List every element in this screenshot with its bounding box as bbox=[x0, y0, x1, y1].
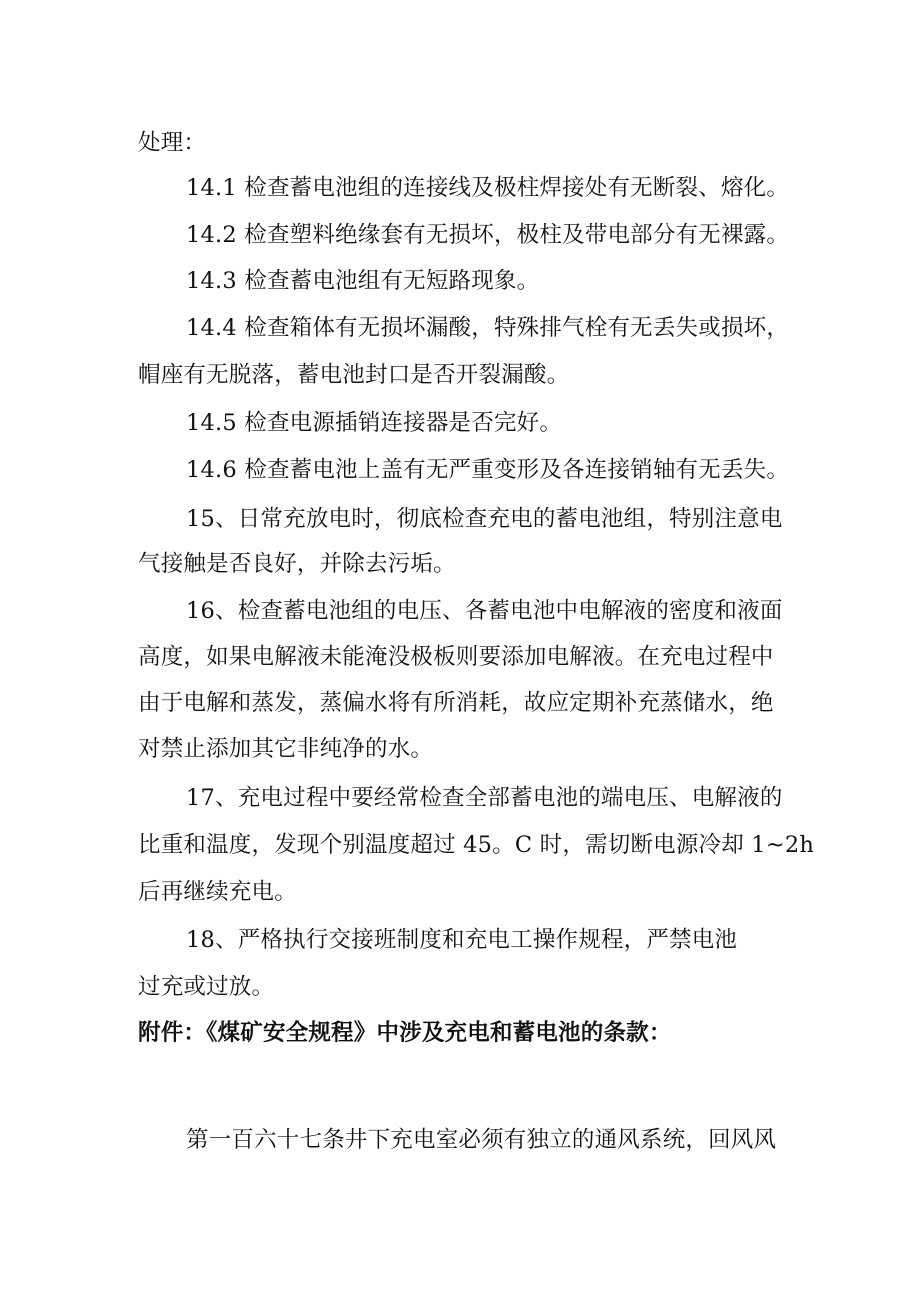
appendix-heading: 附件：《煤矿安全规程》中涉及充电和蓄电池的条款： bbox=[138, 1020, 672, 1046]
body-line: 16、检查蓄电池组的电压、各蓄电池中电解液的密度和液面 bbox=[186, 598, 783, 624]
body-line: 14.2 检查塑料绝缘套有无损坏，极柱及带电部分有无裸露。 bbox=[186, 222, 790, 248]
body-line: 14.6 检查蓄电池上盖有无严重变形及各连接销轴有无丢失。 bbox=[186, 457, 790, 483]
body-line: 14.4 检查箱体有无损坏漏酸，特殊排气栓有无丢失或损坏， bbox=[186, 315, 790, 341]
body-line: 15、日常充放电时，彻底检查充电的蓄电池组，特别注意电 bbox=[186, 506, 783, 532]
body-line: 过充或过放。 bbox=[138, 974, 275, 1000]
body-line: 比重和温度，发现个别温度超过 45。C 时，需切断电源冷却 1~2h bbox=[138, 832, 815, 858]
body-line: 18、严格执行交接班制度和充电工操作规程，严禁电池 bbox=[186, 927, 738, 953]
body-line: 高度，如果电解液未能淹没极板则要添加电解液。在充电过程中 bbox=[138, 644, 774, 670]
body-line: 17、充电过程中要经常检查全部蓄电池的端电压、电解液的 bbox=[186, 785, 783, 811]
body-line: 帽座有无脱落，蓄电池封口是否开裂漏酸。 bbox=[138, 362, 570, 388]
article-line: 第一百六十七条井下充电室必须有独立的通风系统，回风风 bbox=[186, 1127, 777, 1153]
body-line: 14.3 检查蓄电池组有无短路现象。 bbox=[186, 268, 540, 294]
body-line: 14.1 检查蓄电池组的连接线及极柱焊接处有无断裂、熔化。 bbox=[186, 175, 790, 201]
body-line: 14.5 检查电源插销连接器是否完好。 bbox=[186, 410, 563, 436]
body-line: 由于电解和蒸发，蒸偏水将有所消耗，故应定期补充蒸储水，绝 bbox=[138, 690, 774, 716]
body-line: 气接触是否良好，并除去污垢。 bbox=[138, 551, 456, 577]
body-line: 处理： bbox=[138, 130, 207, 156]
body-line: 后再继续充电。 bbox=[138, 879, 297, 905]
body-line: 对禁止添加其它非纯净的水。 bbox=[138, 736, 434, 762]
